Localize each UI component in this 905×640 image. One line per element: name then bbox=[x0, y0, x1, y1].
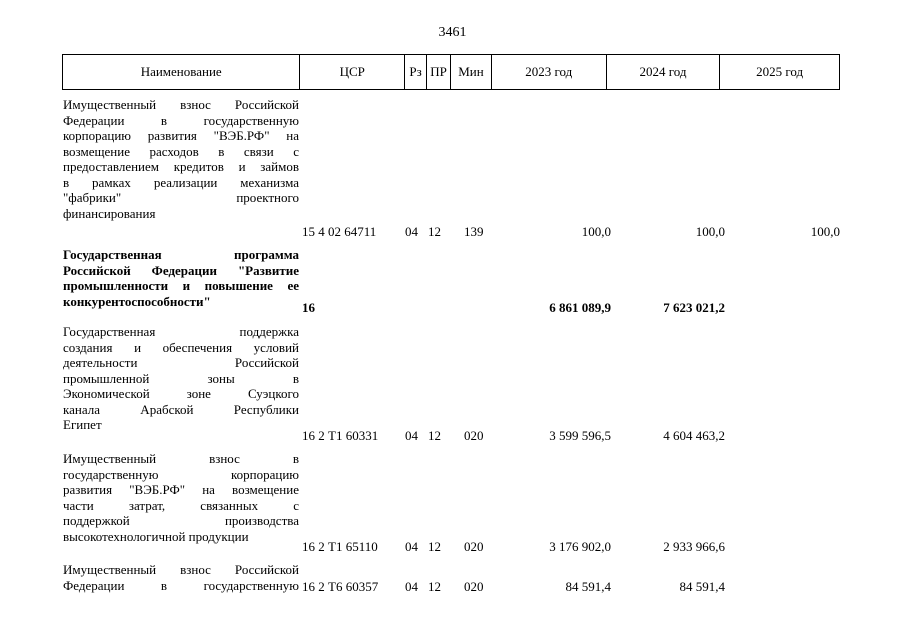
row-name-line: Государственная поддержка bbox=[63, 324, 299, 339]
column-header-2025: 2025 год bbox=[756, 64, 804, 79]
row-name-line: в рамках реализации механизма bbox=[63, 174, 299, 190]
column-header-min: Мин bbox=[451, 55, 492, 89]
row-name-line: предоставлением кредитов и займов bbox=[63, 159, 299, 174]
row-csr: 16 2 Т1 65110 bbox=[302, 538, 378, 554]
row-name-line: поддержкой производства bbox=[63, 513, 299, 528]
row-value-2023: 3 599 596,5 bbox=[549, 427, 611, 443]
row-name bbox=[63, 562, 299, 593]
row-csr: 15 4 02 64711 bbox=[302, 223, 377, 239]
row-name-line: высокотехнологичной продукции bbox=[63, 528, 249, 544]
row-pr: 12 bbox=[428, 427, 441, 443]
row-name bbox=[63, 97, 299, 221]
row-pr: 12 bbox=[428, 223, 441, 239]
table-row bbox=[62, 97, 840, 239]
row-min: 020 bbox=[464, 538, 484, 554]
row-rz: 04 bbox=[405, 223, 418, 239]
row-value-2024: 84 591,4 bbox=[679, 578, 725, 594]
page-number: 3461 bbox=[438, 25, 467, 40]
row-rz: 04 bbox=[405, 578, 418, 594]
row-value-2023: 100,0 bbox=[581, 223, 611, 239]
column-header-2024: 2024 год bbox=[607, 55, 721, 89]
row-csr: 16 2 Т1 60331 bbox=[302, 427, 379, 443]
row-name-line: Российской Федерации "Развитие bbox=[63, 262, 299, 278]
row-name bbox=[63, 324, 299, 433]
row-name-line: развития "ВЭБ.РФ" на возмещение bbox=[63, 482, 299, 497]
table-row bbox=[62, 247, 840, 315]
column-header-pr: ПР bbox=[427, 55, 451, 89]
row-name-line: Имущественный взнос в bbox=[63, 451, 299, 466]
row-value-2023: 6 861 089,9 bbox=[549, 299, 611, 315]
row-name-line: возмещение расходов в связи с bbox=[63, 143, 299, 159]
table-header bbox=[62, 54, 840, 90]
row-name-line: Федерации в государственную bbox=[63, 577, 299, 593]
row-name-line: "фабрики" проектного bbox=[63, 190, 299, 205]
row-min: 020 bbox=[464, 578, 484, 594]
table-row bbox=[62, 562, 840, 594]
column-header-2023: 2023 год bbox=[492, 55, 607, 89]
row-value-2024: 4 604 463,2 bbox=[663, 427, 725, 443]
row-name-line: Государственная программа bbox=[63, 247, 299, 262]
column-header-rz: Рз bbox=[405, 55, 427, 89]
row-name-line: Имущественный взнос Российской bbox=[63, 97, 299, 112]
row-name-line: Имущественный взнос Российской bbox=[63, 562, 299, 577]
row-name-line: Экономической зоне Суэцкого bbox=[63, 386, 299, 401]
row-name-line: создания и обеспечения условий bbox=[63, 339, 299, 355]
row-rz: 04 bbox=[405, 538, 418, 554]
row-rz: 04 bbox=[405, 427, 418, 443]
column-header-name: Наименование bbox=[63, 55, 300, 89]
row-name-line: части затрат, связанных с bbox=[63, 497, 299, 513]
row-name-line: деятельности Российской bbox=[63, 355, 299, 370]
row-min: 139 bbox=[464, 223, 484, 239]
table-row bbox=[62, 451, 840, 554]
row-name-line: государственную корпорацию bbox=[63, 466, 299, 482]
row-value-2025: 100,0 bbox=[810, 223, 840, 239]
row-pr: 12 bbox=[428, 538, 441, 554]
row-min: 020 bbox=[464, 427, 484, 443]
row-value-2024: 100,0 bbox=[695, 223, 725, 239]
row-value-2024: 7 623 021,2 bbox=[663, 299, 725, 315]
row-name-line: промышленной зоны в bbox=[63, 370, 299, 386]
row-name-line: промышленности и повышение ее bbox=[63, 278, 299, 293]
row-name-line: Египет bbox=[63, 417, 102, 432]
row-name-line: канала Арабской Республики bbox=[63, 401, 299, 417]
row-csr: 16 2 Т6 60357 bbox=[302, 578, 379, 594]
row-value-2023: 84 591,4 bbox=[565, 578, 611, 594]
row-name bbox=[63, 247, 299, 309]
row-name-line: конкурентоспособности" bbox=[63, 293, 211, 309]
row-pr: 12 bbox=[428, 578, 441, 594]
row-name-line: корпорацию развития "ВЭБ.РФ" на bbox=[63, 128, 299, 143]
row-name bbox=[63, 451, 299, 544]
row-name-line: Федерации в государственную bbox=[63, 112, 299, 128]
row-name-line: финансирования bbox=[63, 205, 156, 221]
row-value-2024: 2 933 966,6 bbox=[663, 538, 725, 554]
row-csr: 16 bbox=[302, 299, 315, 315]
table-row bbox=[62, 324, 840, 443]
column-header-csr: ЦСР bbox=[300, 55, 405, 89]
row-value-2023: 3 176 902,0 bbox=[549, 538, 611, 554]
